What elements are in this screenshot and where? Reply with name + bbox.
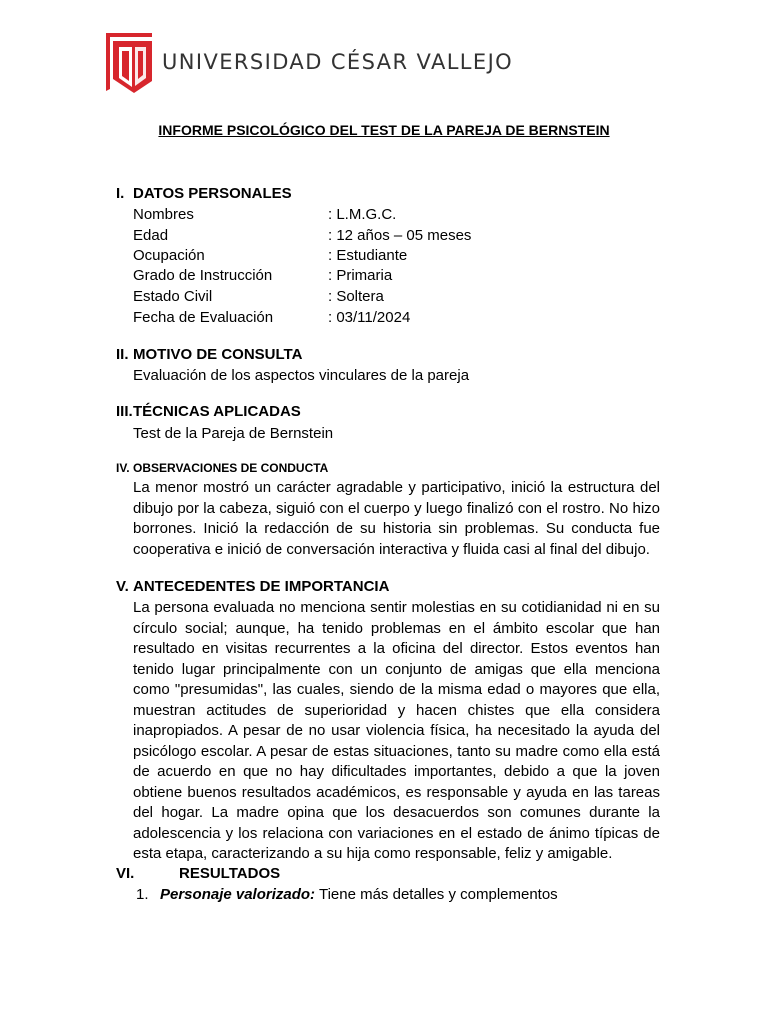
field-value: : 03/11/2024 [328, 309, 411, 326]
field-label: Grado de Instrucción [133, 267, 273, 284]
list-item-label: Personaje valorizado: [160, 886, 316, 903]
section-motivo-heading [116, 346, 302, 363]
section-number: VI. [116, 865, 135, 882]
list-item-text: Tiene más detalles y complementos [315, 886, 558, 903]
section-datos-heading [116, 185, 292, 202]
section-observaciones-heading [116, 461, 328, 475]
field-label: Fecha de Evaluación [133, 309, 274, 326]
section-title: MOTIVO DE CONSULTA [133, 346, 303, 363]
section-number: III. [116, 403, 133, 420]
observaciones-text: La menor mostró un carácter agradable y participativo, inició la estructura del dibujo por la cabeza, siguió con el cuerpo y luego finalizó con el rostro. No hizo borrones. Inició la redacción de su historia sin problemas. Su conducta fue cooperativa e inició de conversación interactiva y fluida casi al final del dibujo. [133, 479, 660, 558]
university-logo [104, 30, 514, 94]
section-title: OBSERVACIONES DE CONDUCTA [133, 461, 329, 475]
field-value: : L.M.G.C. [328, 206, 397, 223]
section-number: II. [116, 346, 129, 363]
field-label: Estado Civil [133, 288, 213, 305]
field-label: Nombres [133, 206, 194, 223]
section-antecedentes-heading [116, 578, 389, 595]
section-title: ANTECEDENTES DE IMPORTANCIA [133, 578, 390, 595]
field-value: : Soltera [328, 288, 384, 305]
ucv-shield-logo-icon [104, 31, 154, 93]
section-resultados-heading [116, 865, 280, 882]
section-title: RESULTADOS [179, 865, 281, 882]
field-label: Ocupación [133, 247, 205, 264]
datos-row-fecha [133, 309, 411, 326]
section-number: V. [116, 578, 129, 595]
section-tecnicas-heading [116, 403, 301, 420]
field-label: Edad [133, 227, 169, 244]
datos-row-ocupacion [133, 247, 408, 264]
list-item-number: 1. [136, 886, 149, 903]
field-value: : Estudiante [328, 247, 408, 264]
section-title: TÉCNICAS APLICADAS [133, 403, 301, 420]
datos-row-edad [133, 227, 472, 244]
document-title: INFORME PSICOLÓGICO DEL TEST DE LA PAREJA DE BERNSTEIN [158, 122, 610, 138]
resultados-item-1 [136, 886, 558, 903]
section-number: IV. [116, 461, 130, 475]
field-value: : 12 años – 05 meses [328, 227, 472, 244]
datos-row-estado-civil [133, 288, 384, 305]
tecnicas-text: Test de la Pareja de Bernstein [133, 425, 334, 442]
datos-row-grado [133, 267, 393, 284]
section-title: DATOS PERSONALES [133, 185, 292, 202]
field-value: : Primaria [328, 267, 393, 284]
datos-row-nombres [133, 206, 397, 223]
motivo-text: Evaluación de los aspectos vinculares de la pareja [133, 367, 470, 384]
antecedentes-text: La persona evaluada no menciona sentir molestias en su cotidianidad ni en su círculo social; aunque, ha tenido problemas en el ámbito escolar que han resultado en visitas recurrentes a la oficina del director. Estos eventos han tenido lugar principalmente con un conjunto de amigas que ella menciona como "presumidas", las cuales, siendo de la misma edad o mayores que ella, muestran actitudes de superioridad y hacen chistes que ella considera inapropiados. A pesar de no usar violencia física, ha necesitado la ayuda del psicólogo escolar. A pesar de estas situaciones, tanto su madre como ella está de acuerdo en que no hay dificultades importantes, debido a que la joven obtiene buenos resultados académicos, es responsable y ayuda en las tareas del hogar. La madre opina que los desacuerdos son comunes durante la adolescencia y los relaciona con variaciones en el estado de ánimo típicas de esta etapa, caracterizando a su hija como responsable, feliz y amigable. [133, 599, 660, 862]
university-name: UNIVERSIDAD CÉSAR VALLEJO [162, 50, 514, 74]
section-number: I. [116, 185, 125, 202]
